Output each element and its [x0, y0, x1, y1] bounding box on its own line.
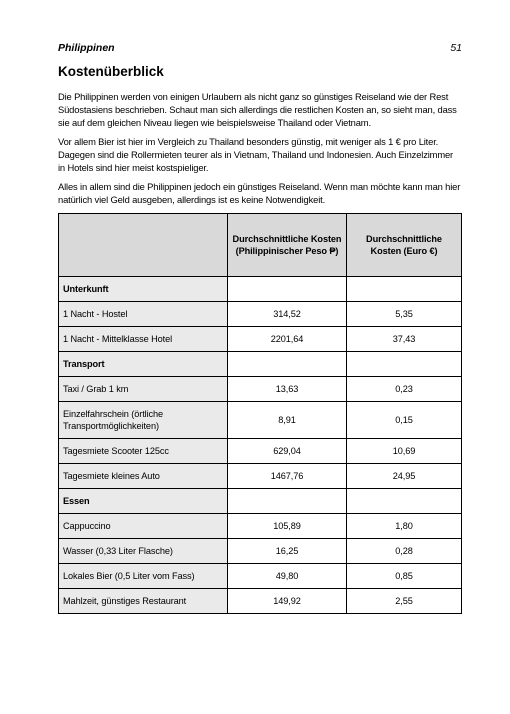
table-row [59, 514, 462, 539]
section-row [59, 277, 462, 302]
peso-value [228, 489, 347, 514]
euro-value: 1,80 [347, 514, 462, 539]
row-label: Transport [59, 352, 228, 377]
main-content [58, 90, 462, 614]
row-label: Wasser (0,33 Liter Flasche) [59, 539, 228, 564]
euro-value: 10,69 [347, 439, 462, 464]
peso-value: 1467,76 [228, 464, 347, 489]
row-label: Unterkunft [59, 277, 228, 302]
euro-value: 0,15 [347, 402, 462, 439]
table-row [59, 564, 462, 589]
euro-value: 37,43 [347, 327, 462, 352]
page-header [58, 42, 462, 56]
peso-value: 2201,64 [228, 327, 347, 352]
euro-value: 0,28 [347, 539, 462, 564]
row-label: Cappuccino [59, 514, 228, 539]
euro-value: 24,95 [347, 464, 462, 489]
table-row [59, 302, 462, 327]
header-cell-category [59, 214, 228, 277]
table-row [59, 464, 462, 489]
row-label: Tagesmiete Scooter 125cc [59, 439, 228, 464]
header-cell-peso: Durchschnittliche Kosten (Philippinischer Peso ₱) [228, 214, 347, 277]
row-label: Taxi / Grab 1 km [59, 377, 228, 402]
paragraph: Vor allem Bier ist hier im Vergleich zu Thailand besonders günstig, mit weniger als 1 € pro Liter. Dagegen sind die Rollermieten teurer als in Vietnam, Thailand und Indonesien. Auch Einzelzimmer in Hotels sind hier meist kostspieliger. [58, 136, 454, 173]
row-label: Einzelfahrschein (örtliche Transportmöglichkeiten) [59, 402, 228, 439]
peso-value: 13,63 [228, 377, 347, 402]
row-label: Lokales Bier (0,5 Liter vom Fass) [59, 564, 228, 589]
euro-value [347, 489, 462, 514]
section-row [59, 352, 462, 377]
peso-value [228, 352, 347, 377]
cost-table-body [59, 277, 462, 614]
section-row [59, 489, 462, 514]
table-row [59, 539, 462, 564]
cost-table [58, 213, 462, 614]
peso-value: 629,04 [228, 439, 347, 464]
euro-value: 2,55 [347, 589, 462, 614]
peso-value: 149,92 [228, 589, 347, 614]
peso-value: 105,89 [228, 514, 347, 539]
header-cell-euro: Durchschnittliche Kosten (Euro €) [347, 214, 462, 277]
chapter-title: Philippinen [58, 42, 115, 54]
cost-table-header [59, 214, 462, 277]
peso-value: 49,80 [228, 564, 347, 589]
peso-value: 16,25 [228, 539, 347, 564]
euro-value [347, 277, 462, 302]
header-row [59, 214, 462, 277]
table-row [59, 439, 462, 464]
section-title: Kostenüberblick [58, 64, 164, 79]
table-row [59, 327, 462, 352]
page-number: 51 [450, 42, 462, 54]
table-row [59, 402, 462, 439]
euro-value: 5,35 [347, 302, 462, 327]
table-row [59, 377, 462, 402]
euro-value: 0,23 [347, 377, 462, 402]
peso-value: 314,52 [228, 302, 347, 327]
peso-value [228, 277, 347, 302]
euro-value: 0,85 [347, 564, 462, 589]
peso-value: 8,91 [228, 402, 347, 439]
euro-value [347, 352, 462, 377]
paragraph: Alles in allem sind die Philippinen jedoch ein günstiges Reiseland. Wenn man möchte kann man hier natürlich viel Geld ausgeben, allerdings ist es keine Notwendigkeit. [58, 181, 461, 205]
row-label: 1 Nacht - Mittelklasse Hotel [59, 327, 228, 352]
row-label: 1 Nacht - Hostel [59, 302, 228, 327]
row-label: Tagesmiete kleines Auto [59, 464, 228, 489]
paragraph: Die Philippinen werden von einigen Urlaubern als nicht ganz so günstiges Reiseland wie der Rest Südostasiens beschrieben. Schaut man sich allerdings die restlichen Kosten an, so sieht man, dass sie auf dem gleichen Niveau liegen wie beispielsweise Thailand oder Vietnam. [58, 91, 457, 128]
row-label: Mahlzeit, günstiges Restaurant [59, 589, 228, 614]
row-label: Essen [59, 489, 228, 514]
table-row [59, 589, 462, 614]
